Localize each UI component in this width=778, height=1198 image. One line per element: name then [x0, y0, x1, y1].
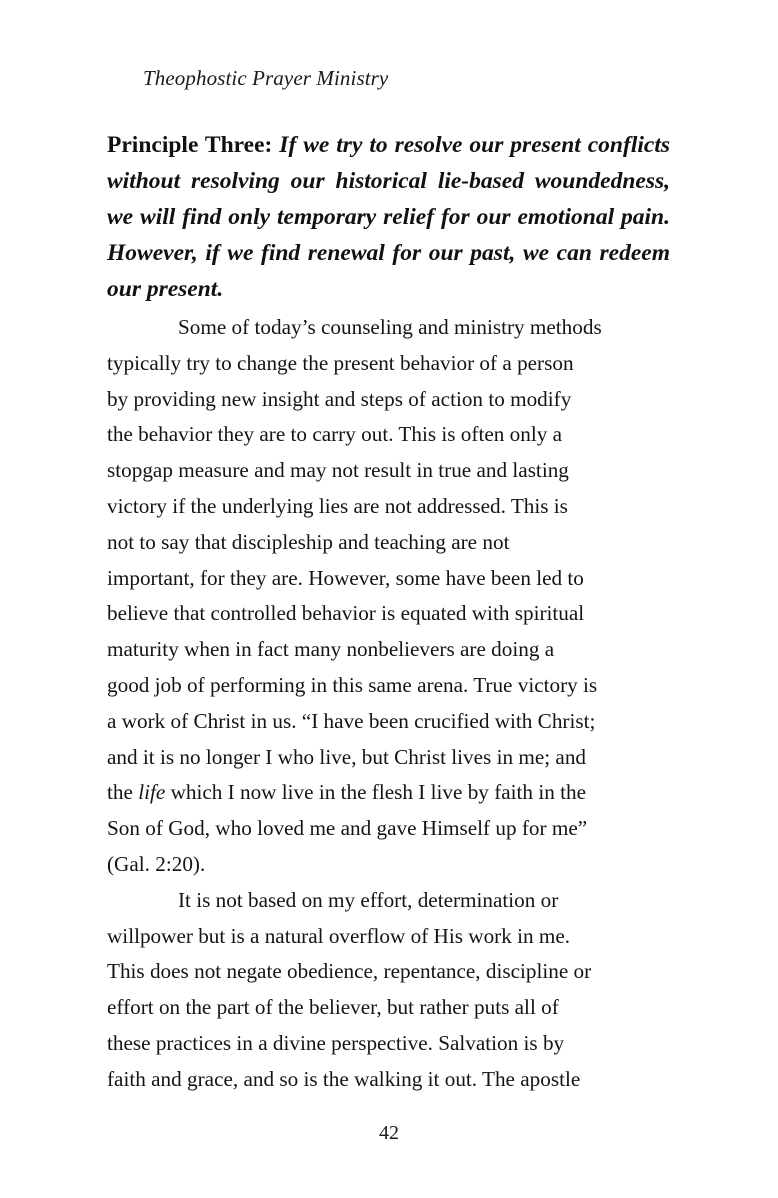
paragraph-line: the behavior they are to carry out. This is often only a — [107, 422, 563, 447]
paragraph-line: maturity when in fact many nonbelievers are doing a — [107, 637, 555, 662]
principle-label: Principle Three: — [107, 132, 273, 158]
line-text-before: the — [107, 780, 139, 805]
paragraph-line — [107, 775, 673, 811]
paragraph-line: This does not negate obedience, repentance, discipline or — [107, 959, 592, 984]
paragraph-line: by providing new insight and steps of action to modify — [107, 386, 572, 411]
paragraph-line: effort on the part of the believer, but rather puts all of — [107, 995, 559, 1020]
paragraph-line: good job of performing in this same arena. True victory is — [107, 672, 598, 697]
principle-statement — [107, 127, 670, 307]
paragraph-line: faith and grace, and so is the walking it out. The apostle — [107, 1066, 581, 1091]
paragraph-line: these practices in a divine perspective. Salvation is by — [107, 1030, 565, 1055]
paragraph-line: typically try to change the present behavior of a person — [107, 350, 574, 375]
paragraph-line: Some of today’s counseling and ministry methods — [178, 315, 602, 339]
paragraph-line: a work of Christ in us. “I have been crucified with Christ; — [107, 708, 596, 733]
line-text-after: which I now live in the flesh I live by faith in the — [165, 780, 586, 805]
principle-text: If we try to resolve our present conflicts without resolving our historical lie-based woundedness, we will find only temporary relief for our emotional pain. However, if we find renewal for our past, we can redeem our present. — [107, 132, 670, 302]
body-text — [107, 310, 673, 1098]
paragraph-line: important, for they are. However, some have been led to — [107, 565, 584, 590]
paragraph-line: victory if the underlying lies are not addressed. This is — [107, 493, 568, 518]
paragraph-line: not to say that discipleship and teaching are not — [107, 529, 510, 554]
paragraph-line: It is not based on my effort, determination or — [178, 887, 559, 912]
page-number: 42 — [379, 1122, 399, 1144]
paragraph-line: Son of God, who loved me and gave Himself up for me” — [107, 816, 588, 841]
paragraph-line: willpower but is a natural overflow of His work in me. — [107, 923, 571, 948]
paragraph-line: believe that controlled behavior is equated with spiritual — [107, 601, 585, 626]
running-head: Theophostic Prayer Ministry — [143, 66, 389, 90]
italic-word: life — [138, 780, 166, 805]
paragraph-line: stopgap measure and may not result in true and lasting — [107, 458, 569, 483]
paragraph-line: (Gal. 2:20). — [107, 851, 206, 876]
paragraph-line: and it is no longer I who live, but Christ lives in me; and — [107, 744, 587, 769]
